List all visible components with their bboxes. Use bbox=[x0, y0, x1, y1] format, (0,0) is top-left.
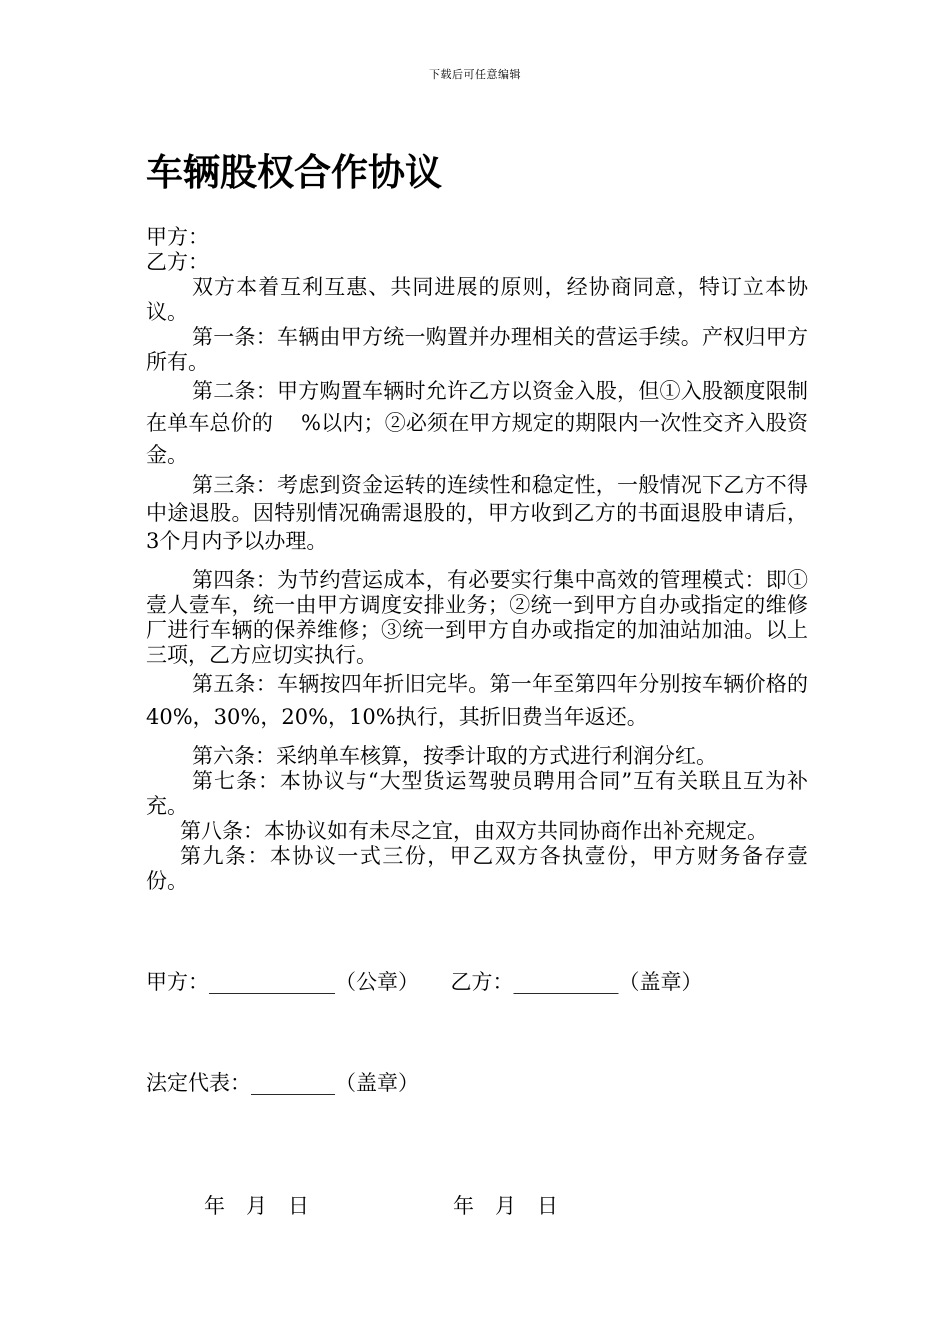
article-2-part-1: 第二条：甲方购置车辆时允许乙方以资金入股，但①入股额度限制在单车总价的 bbox=[146, 379, 808, 435]
article-5: 第五条：车辆按四年折旧完毕。第一年至第四年分别按车辆价格的40%，30%，20%，10%执行，其折旧费当年返还。 bbox=[146, 672, 808, 729]
article-1: 第一条：车辆由甲方统一购置并办理相关的营运手续。产权归甲方所有。 bbox=[146, 325, 808, 374]
article-4: 第四条：为节约营运成本，有必要实行集中高效的管理模式：即①壹人壹车，统一由甲方调度安排业务；②统一到甲方自办或指定的维修厂进行车辆的保养维修；③统一到甲方自办或指定的加油站加油。以上三项，乙方应切实执行。 bbox=[146, 568, 808, 667]
party-b-label: 乙方： bbox=[146, 250, 209, 274]
date-party-a: 年 月 日 bbox=[204, 1194, 309, 1218]
legal-representative-signature: 法定代表：________（盖章） bbox=[146, 1071, 419, 1095]
date-party-b: 年 月 日 bbox=[453, 1194, 558, 1218]
article-7: 第七条：本协议与“大型货运驾驶员聘用合同”互有关联且互为补充。 bbox=[146, 769, 808, 818]
header-note: 下载后可任意编辑 bbox=[429, 68, 521, 81]
article-2 bbox=[146, 375, 808, 471]
article-3: 第三条：考虑到资金运转的连续性和稳定性，一般情况下乙方不得中途退股。因特别情况确需退股的，甲方收到乙方的书面退股申请后，3个月内予以办理。 bbox=[146, 473, 808, 553]
intro-paragraph: 双方本着互利互惠、共同进展的原则，经协商同意，特订立本协议。 bbox=[146, 275, 808, 324]
article-9: 第九条：本协议一式三份，甲乙双方各执壹份，甲方财务备存壹份。 bbox=[146, 844, 808, 893]
party-a-label: 甲方： bbox=[146, 225, 209, 249]
article-2-part-2: %以内；②必须在甲方规定的期限内一次性交齐入股资金。 bbox=[146, 411, 809, 467]
document-title: 车辆股权合作协议 bbox=[146, 151, 442, 194]
article-8: 第八条：本协议如有未尽之宜，由双方共同协商作出补充规定。 bbox=[180, 819, 768, 843]
agreement-body bbox=[146, 225, 808, 894]
signature-parties: 甲方：____________（公章） 乙方：__________（盖章） bbox=[146, 970, 703, 994]
article-6: 第六条：采纳单车核算，按季计取的方式进行利润分红。 bbox=[192, 744, 717, 768]
